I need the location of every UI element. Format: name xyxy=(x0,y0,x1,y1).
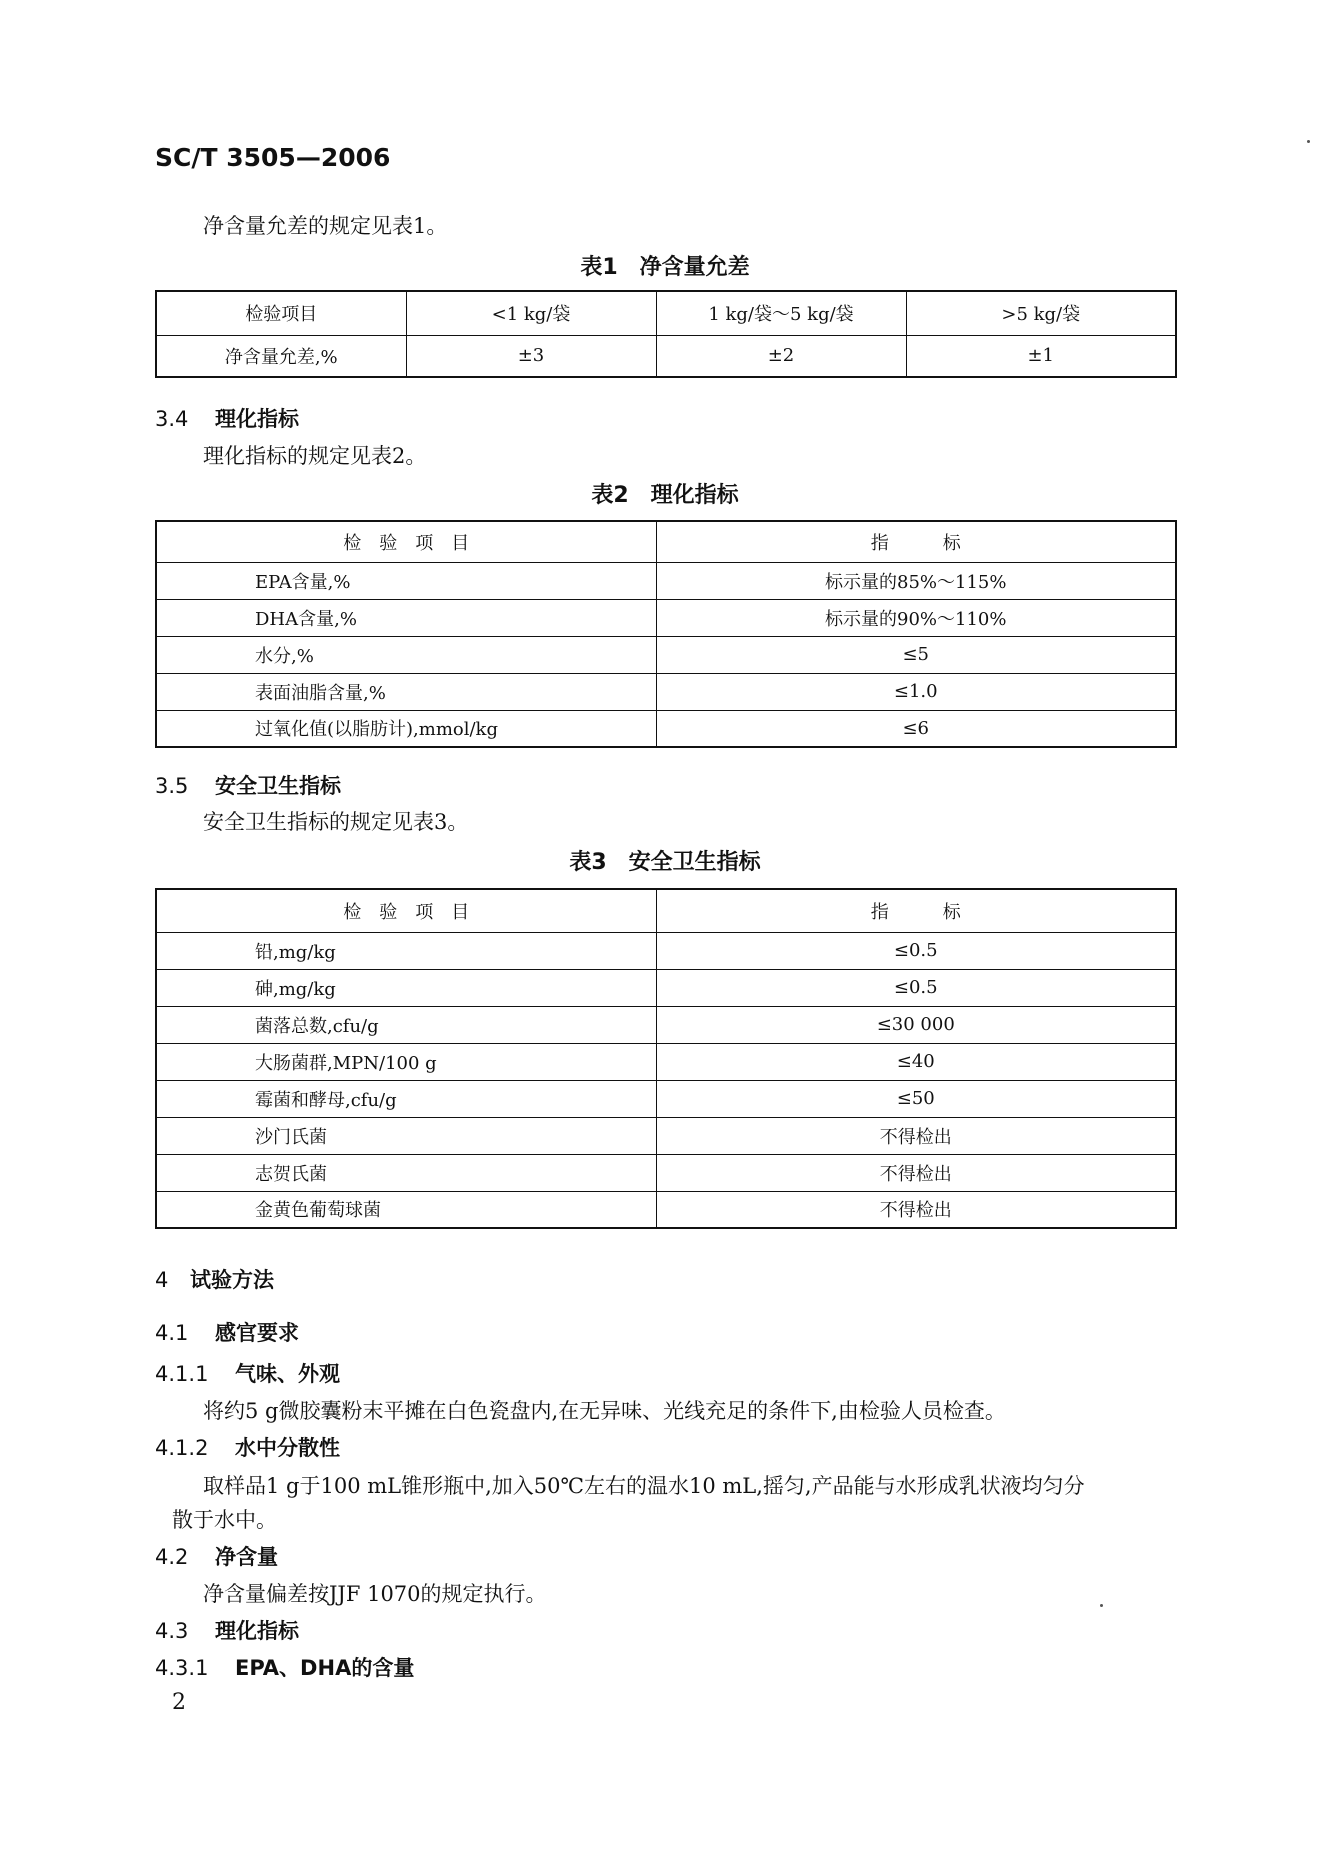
table3-item-cell: 铅,mg/kg xyxy=(156,932,656,969)
table-row xyxy=(156,969,1176,1006)
table1-header-row xyxy=(156,291,1176,335)
table1-cell: 净含量允差,% xyxy=(156,335,406,377)
section-title: 气味、外观 xyxy=(235,1362,340,1386)
table1-cell: ±3 xyxy=(406,335,656,377)
table-row xyxy=(156,1154,1176,1191)
table3-header-row xyxy=(156,889,1176,932)
table3-header-cell: 检 验 项 目 xyxy=(156,889,656,932)
section-number: 4.1 xyxy=(155,1321,189,1345)
section-number: 4.1.1 xyxy=(155,1362,209,1386)
page-number: 2 xyxy=(172,1690,186,1715)
section-4-3-1-heading xyxy=(155,1652,414,1682)
table-row xyxy=(156,636,1176,673)
table3-value-cell: 不得检出 xyxy=(656,1154,1176,1191)
table2-item-cell: 过氧化值(以脂肪计),mmol/kg xyxy=(156,710,656,747)
table-row xyxy=(156,1117,1176,1154)
table3-value-cell: ≤30 000 xyxy=(656,1006,1176,1043)
section-number: 3.5 xyxy=(155,774,189,798)
section-4-heading xyxy=(155,1264,274,1294)
section-4-1-1-heading xyxy=(155,1358,340,1388)
section-4-1-2-text-line1: 取样品1 g于100 mL锥形瓶中,加入50℃左右的温水10 mL,摇匀,产品能与水形成乳状液均匀分 xyxy=(203,1474,1085,1498)
section-title: 净含量 xyxy=(215,1545,278,1569)
table3-item-cell: 沙门氏菌 xyxy=(156,1117,656,1154)
scan-speck xyxy=(1100,1604,1103,1607)
standard-code: SC/T 3505—2006 xyxy=(155,143,391,172)
table-row xyxy=(156,710,1176,747)
table1-header-cell: <1 kg/袋 xyxy=(406,291,656,335)
table3-item-cell: 大肠菌群,MPN/100 g xyxy=(156,1043,656,1080)
section-3-5-heading xyxy=(155,770,341,800)
table2-value-cell: ≤5 xyxy=(656,636,1176,673)
section-number: 3.4 xyxy=(155,407,189,431)
table-row xyxy=(156,1191,1176,1228)
table2-value-cell: ≤1.0 xyxy=(656,673,1176,710)
table3-item-cell: 志贺氏菌 xyxy=(156,1154,656,1191)
table2-item-cell: 水分,% xyxy=(156,636,656,673)
section-4-3-heading xyxy=(155,1615,299,1645)
table2-header-cell: 检 验 项 目 xyxy=(156,521,656,562)
table3-value-cell: 不得检出 xyxy=(656,1117,1176,1154)
table2-value-cell: ≤6 xyxy=(656,710,1176,747)
table1-cell: ±1 xyxy=(906,335,1176,377)
table3-header-cell: 指 标 xyxy=(656,889,1176,932)
table1-header-cell: 检验项目 xyxy=(156,291,406,335)
section-title: 感官要求 xyxy=(215,1321,299,1345)
section-number: 4.2 xyxy=(155,1545,189,1569)
scan-speck xyxy=(1307,140,1310,143)
table-row xyxy=(156,1043,1176,1080)
section-title: 理化指标 xyxy=(215,407,299,431)
table3-value-cell: ≤50 xyxy=(656,1080,1176,1117)
section-4-1-1-text: 将约5 g微胶囊粉末平摊在白色瓷盘内,在无异味、光线充足的条件下,由检验人员检查。 xyxy=(203,1399,1006,1423)
section-number: 4.1.2 xyxy=(155,1436,209,1460)
table-row xyxy=(156,673,1176,710)
section-3-5-intro: 安全卫生指标的规定见表3。 xyxy=(203,810,469,834)
table3-value-cell: 不得检出 xyxy=(656,1191,1176,1228)
section-title: 试验方法 xyxy=(190,1268,274,1292)
table1-caption: 表1 净含量允差 xyxy=(580,255,750,280)
table2-item-cell: EPA含量,% xyxy=(156,562,656,599)
section-4-2-heading xyxy=(155,1541,278,1571)
section-4-1-2-heading xyxy=(155,1432,340,1462)
section-title: 理化指标 xyxy=(215,1619,299,1643)
table3-value-cell: ≤40 xyxy=(656,1043,1176,1080)
table1 xyxy=(155,290,1177,378)
section-3-4-intro: 理化指标的规定见表2。 xyxy=(203,444,427,468)
section-3-4-heading xyxy=(155,403,299,433)
table2-value-cell: 标示量的90%～110% xyxy=(656,599,1176,636)
table3-item-cell: 霉菌和酵母,cfu/g xyxy=(156,1080,656,1117)
table2-header-row xyxy=(156,521,1176,562)
table2-caption: 表2 理化指标 xyxy=(591,483,739,508)
table-row xyxy=(156,599,1176,636)
table1-header-cell: >5 kg/袋 xyxy=(906,291,1176,335)
section-title: 水中分散性 xyxy=(235,1436,340,1460)
table-row xyxy=(156,932,1176,969)
section-title: 安全卫生指标 xyxy=(215,774,341,798)
section-4-2-text: 净含量偏差按JJF 1070的规定执行。 xyxy=(203,1582,547,1606)
section-number: 4 xyxy=(155,1268,169,1292)
table3-item-cell: 砷,mg/kg xyxy=(156,969,656,1006)
section-4-1-heading xyxy=(155,1317,299,1347)
table-row xyxy=(156,1080,1176,1117)
table2-value-cell: 标示量的85%～115% xyxy=(656,562,1176,599)
table1-row xyxy=(156,335,1176,377)
table3-value-cell: ≤0.5 xyxy=(656,932,1176,969)
table2-item-cell: DHA含量,% xyxy=(156,599,656,636)
table2-item-cell: 表面油脂含量,% xyxy=(156,673,656,710)
section-number: 4.3 xyxy=(155,1619,189,1643)
table3-item-cell: 金黄色葡萄球菌 xyxy=(156,1191,656,1228)
net-content-intro: 净含量允差的规定见表1。 xyxy=(203,214,448,238)
section-4-1-2-text-line2: 散于水中。 xyxy=(172,1508,277,1532)
section-number: 4.3.1 xyxy=(155,1656,209,1680)
table1-cell: ±2 xyxy=(656,335,906,377)
table1-header-cell: 1 kg/袋～5 kg/袋 xyxy=(656,291,906,335)
table3-item-cell: 菌落总数,cfu/g xyxy=(156,1006,656,1043)
table3-caption: 表3 安全卫生指标 xyxy=(569,850,761,875)
table3 xyxy=(155,888,1177,1229)
table2 xyxy=(155,520,1177,748)
table2-header-cell: 指 标 xyxy=(656,521,1176,562)
table3-value-cell: ≤0.5 xyxy=(656,969,1176,1006)
section-title: EPA、DHA的含量 xyxy=(235,1656,415,1680)
table-row xyxy=(156,1006,1176,1043)
table-row xyxy=(156,562,1176,599)
